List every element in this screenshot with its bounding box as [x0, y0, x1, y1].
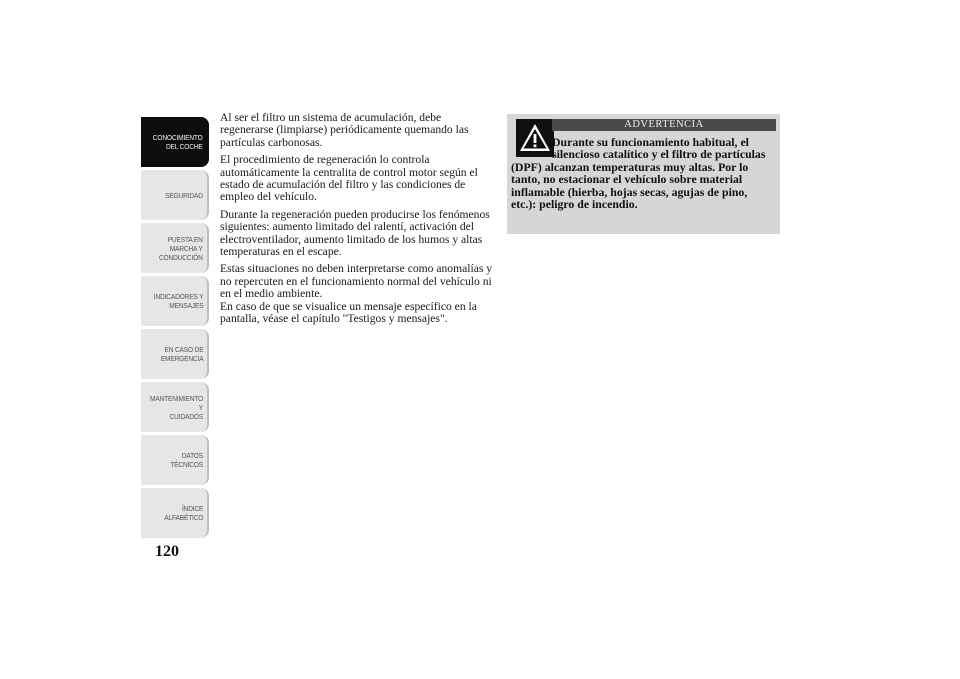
tab-label: INDICADORES Y MENSAJES — [153, 292, 203, 310]
tab-label: PUESTA EN MARCHA Y CONDUCCIÓN — [159, 234, 203, 262]
page-number: 120 — [155, 543, 179, 560]
tab-label: SEGURIDAD — [165, 190, 203, 200]
tab-seguridad[interactable] — [141, 170, 209, 220]
paragraph: Al ser el filtro un sistema de acumulación, debe regenerarse (limpiarse) periódicamente quemando las partículas carbonosas. — [220, 111, 469, 149]
paragraph: Durante la regeneración pueden producirse los fenómenos siguientes: aumento limitado del ralentí, activación del electroventilador, aumento limitado de los humos y altas temperaturas en el escape. — [220, 207, 490, 259]
tab-conocimiento-del-coche[interactable] — [141, 117, 209, 167]
tab-en-caso-de-emergencia[interactable] — [141, 329, 209, 379]
warning-text: Durante su funcionamiento habitual, el silencioso catalítico y el filtro de partículas (DPF) alcanzan temperaturas muy altas. Por lo tanto, no estacionar el vehículo sobre material inflamable (hierba, hojas secas, agujas de pino, etc.): peligro de incendio. — [511, 135, 766, 212]
body-text-column — [220, 112, 496, 331]
tab-label: EN CASO DE EMERGENCIA — [160, 345, 203, 363]
tab-indicadores-y-mensajes[interactable] — [141, 276, 209, 326]
tab-puesta-en-marcha[interactable] — [141, 223, 209, 273]
tab-label: MANTENIMIENTO Y CUIDADOS — [150, 393, 203, 421]
paragraph: El procedimiento de regeneración lo controla automáticamente la centralita de control motor según el estado de acumulación del filtro y las condiciones de empleo del vehículo. — [220, 153, 478, 204]
tab-indice-alfabetico[interactable] — [141, 488, 209, 538]
warning-title: ADVERTENCIA — [552, 119, 776, 131]
paragraph: Estas situaciones no deben interpretarse como anomalías y no repercuten en el funcionamiento normal del vehículo ni en el medio ambiente. — [220, 262, 493, 301]
paragraph: En caso de que se visualice un mensaje específico en la pantalla, véase el capítulo "Testigos y mensajes". — [220, 299, 477, 326]
warning-text-block — [511, 136, 773, 210]
warning-box — [507, 114, 780, 234]
tab-mantenimiento-y-cuidados[interactable] — [141, 382, 209, 432]
tab-label: CONOCIMIENTO DEL COCHE — [153, 133, 203, 151]
tab-datos-tecnicos[interactable] — [141, 435, 209, 485]
tab-label: ÍNDICE ALFABÉTICO — [164, 504, 203, 522]
tab-label: DATOS TÉCNICOS — [170, 451, 203, 469]
